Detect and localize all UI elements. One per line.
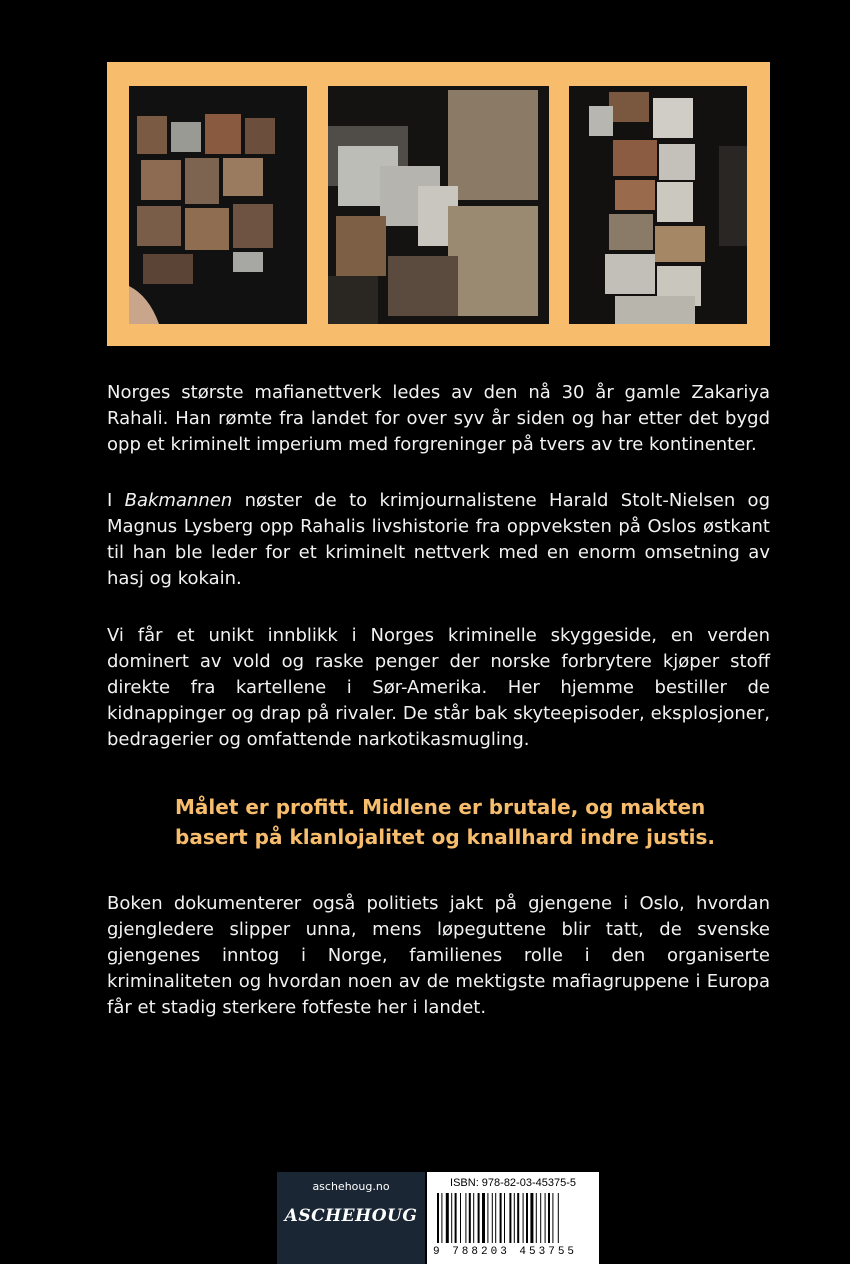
isbn-label: ISBN: 978-82-03-45375-5 — [450, 1177, 576, 1189]
book-title: Bakmannen — [124, 490, 233, 511]
drug-packages-photo-1 — [129, 86, 307, 324]
photo-strip-frame — [107, 62, 770, 346]
paragraph-bakmannen-rest: nøster de to krimjournalistene Harald Stolt-Nielsen og Magnus Lysberg opp Rahalis livshistorie fra oppveksten på Oslos østkant til han ble leder for et kriminelt nettverk med en enorm omsetning av hasj og kokain. — [107, 490, 770, 589]
paragraph-bakmannen-prefix: I — [107, 490, 125, 511]
paragraph-insight: Vi får et unikt innblikk i Norges kriminelle skyggeside, en verden dominert av vold og raske penger der norske forbrytere kjøper stoff direkte fra kartellene i Sør-Amerika. Her hjemme bestiller de kidnappinger og drap på rivaler. De står bak skyteepisoder, eksplosjoner, bedragerier og omfattende narkotikasmugling. — [107, 625, 770, 750]
isbn-barcode-box — [427, 1172, 599, 1264]
pull-quote-line-2: basert på klanlojalitet og knallhard indre justis. — [175, 825, 715, 849]
drug-packages-photo-2 — [328, 86, 549, 324]
publisher-website: aschehoug.no — [312, 1180, 390, 1193]
pull-quote — [175, 792, 775, 852]
paragraph-police: Boken dokumenterer også politiets jakt på gjengene i Oslo, hvordan gjengledere slipper unna, mens løpeguttene blir tatt, de svenske gjengenes inntog i Norge, familienes rolle i den organiserte kriminaliteten og hvordan noen av de mektigste mafiagruppene i Europa får et stadig sterkere fotfeste her i landet. — [107, 893, 770, 1018]
pull-quote-line-1: Målet er profitt. Midlene er brutale, og makten — [175, 795, 706, 819]
paragraph-intro: Norges største mafianettverk ledes av den nå 30 år gamle Zakariya Rahali. Han rømte fra landet for over syv år siden og har etter det bygd opp et kriminelt imperium med forgreninger på tvers av tre kontinenter. — [107, 382, 770, 455]
publisher-logo: ASCHEHOUG — [284, 1206, 418, 1226]
drug-packages-photo-3 — [569, 86, 747, 324]
publisher-imprint — [277, 1172, 425, 1264]
barcode-digits: 9 788203 453755 — [433, 1246, 578, 1258]
barcode-icon — [437, 1193, 589, 1245]
paragraph-bakmannen — [107, 488, 770, 592]
